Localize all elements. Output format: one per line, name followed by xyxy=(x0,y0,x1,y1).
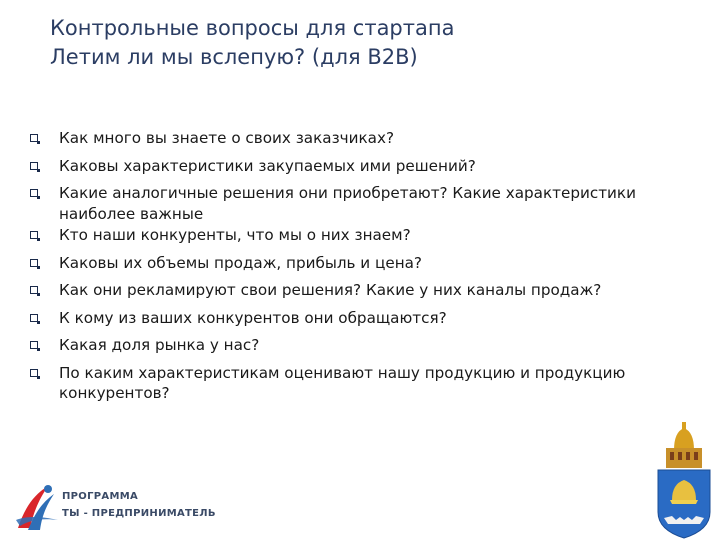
list-item xyxy=(30,280,690,301)
square-bullet-icon xyxy=(30,341,38,349)
square-bullet-icon xyxy=(30,286,38,294)
square-bullet-icon xyxy=(30,259,38,267)
list-item xyxy=(30,225,690,246)
square-bullet-icon xyxy=(30,134,38,142)
list-item xyxy=(30,308,690,329)
question-text: Кто наши конкуренты, что мы о них знаем? xyxy=(59,226,411,244)
question-text: Каковы их объемы продаж, прибыль и цена? xyxy=(59,253,422,272)
square-bullet-icon xyxy=(30,231,38,239)
title-line-1: Контрольные вопросы для стартапа xyxy=(50,16,455,40)
square-bullet-icon xyxy=(30,314,38,322)
list-item xyxy=(30,156,690,177)
question-text: Какие аналогичные решения они приобретают? Какие характеристики наиболее важные xyxy=(59,184,636,223)
question-text: Как они рекламируют свои решения? Какие у них каналы продаж? xyxy=(59,281,602,299)
question-text: Какая доля рынка у нас? xyxy=(59,336,260,354)
question-text: Каковы характеристики закупаемых ими решений? xyxy=(59,156,476,175)
list-item xyxy=(30,363,690,404)
square-bullet-icon xyxy=(30,162,38,170)
square-bullet-icon xyxy=(30,189,38,197)
logo-line-1: ПРОГРАММА xyxy=(62,491,138,502)
list-item xyxy=(30,253,690,274)
title-line-2: Летим ли мы вслепую? (для B2B) xyxy=(50,45,418,69)
questions-list xyxy=(30,128,690,405)
slide-title xyxy=(50,14,650,72)
list-item xyxy=(30,128,690,149)
logo-line-2: ТЫ - ПРЕДПРИНИМАТЕЛЬ xyxy=(62,508,216,519)
list-item xyxy=(30,183,690,224)
square-bullet-icon xyxy=(30,369,38,377)
list-item xyxy=(30,335,690,356)
question-text: Как много вы знаете о своих заказчиках? xyxy=(59,129,395,147)
runner-logo-icon xyxy=(14,480,62,535)
coat-of-arms-icon xyxy=(652,420,716,540)
question-text: К кому из ваших конкурентов они обращаются? xyxy=(59,308,447,327)
program-logo xyxy=(14,480,224,535)
question-text: По каким характеристикам оценивают нашу продукцию и продукцию конкурентов? xyxy=(59,363,626,402)
